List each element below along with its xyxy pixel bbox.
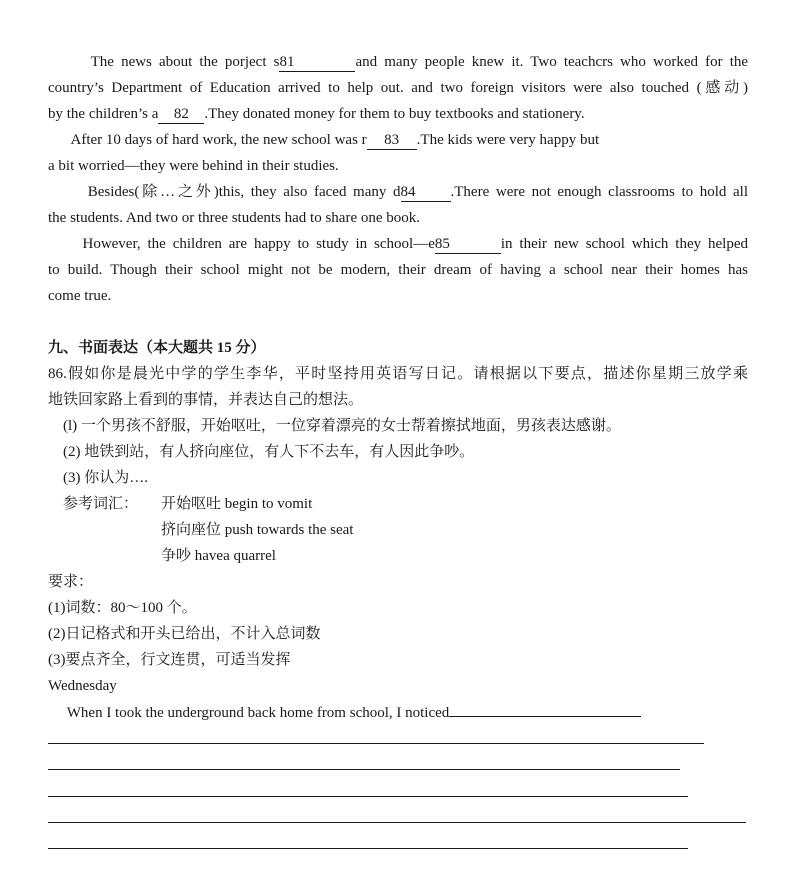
passage-text: in their new school which they helped	[500, 236, 749, 252]
passage-text: .They donated money for them to buy textbooks and stationery.	[204, 106, 585, 122]
vocab-item-3: 争吵 havea quarrel	[161, 548, 276, 564]
point-1: (l) 一个男孩不舒服，开始呕吐，一位穿着漂亮的女士帮着擦拭地面，男孩表达感谢。	[63, 418, 621, 434]
blank-85[interactable]: 85	[435, 236, 501, 254]
passage-text: The news about the porject s	[90, 54, 280, 70]
passage-text: .The kids were very happy but	[416, 132, 600, 148]
passage-text: After 10 days of hard work, the new school was r	[70, 132, 367, 148]
vocab-label: 参考词汇：	[63, 496, 139, 512]
passage-text: .There were not enough classrooms to hold all	[450, 184, 749, 200]
passage-line-10	[48, 286, 748, 306]
passage-line-9	[48, 260, 748, 280]
vocab-item-1: 开始呕吐 begin to vomit	[161, 496, 313, 512]
point-2: (2) 地铁到站，有人挤向座位，有人下不去车，有人因此争吵。	[63, 444, 475, 460]
passage-text: to build. Though their school might not be modern, their dream of having a school near their homes has	[48, 262, 748, 278]
blank-84[interactable]: 84	[401, 184, 451, 202]
diary-day: Wednesday	[48, 678, 117, 694]
passage-line-6	[48, 182, 748, 202]
requirements-label: 要求：	[48, 574, 94, 590]
blank-83[interactable]: 83	[367, 132, 417, 150]
requirement-3: (3)要点齐全，行文连贯，可适当发挥	[48, 652, 291, 668]
passage-text: by the children’s a	[48, 106, 159, 122]
vocab-item-2: 挤向座位 push towards the seat	[161, 522, 354, 538]
passage-line-7	[48, 208, 748, 228]
passage-text: Besides(除…之外)this, they also faced many d	[87, 184, 401, 200]
passage-text: and many people knew it. Two teachcrs who worked for the	[355, 54, 749, 70]
passage-line-1	[48, 52, 748, 72]
passage-text: a bit worried—they were behind in their studies.	[48, 158, 339, 174]
passage-text: come true.	[48, 288, 112, 304]
passage-line-3	[48, 104, 748, 124]
passage-line-5	[48, 156, 748, 176]
writing-line-4[interactable]	[48, 822, 746, 823]
requirement-1: (1)词数：80～100 个。	[48, 600, 197, 616]
passage-text: country’s Department of Education arrived to help out. and two foreign visitors were also touched (感动)	[48, 80, 748, 96]
diary-opening: When I took the underground back home from school, I noticed	[66, 705, 450, 721]
requirement-2: (2)日记格式和开头已给出，不计入总词数	[48, 626, 321, 642]
writing-line-5[interactable]	[48, 848, 688, 849]
point-3: (3) 你认为….	[63, 470, 148, 486]
passage-text: the students. And two or three students had to share one book.	[48, 210, 421, 226]
writing-line-2[interactable]	[48, 769, 680, 770]
writing-line-3[interactable]	[48, 796, 688, 797]
passage-line-4	[48, 130, 748, 150]
writing-line-1[interactable]	[48, 743, 704, 744]
blank-82[interactable]: 82	[158, 106, 204, 124]
passage-text: However, the children are happy to study in school—e	[82, 236, 435, 252]
diary-opening-line	[48, 702, 748, 723]
blank-81[interactable]: 81	[279, 54, 355, 72]
passage-line-8	[48, 234, 748, 254]
passage-line-2	[48, 78, 748, 98]
section-heading: 九、书面表达（本大题共 15 分）	[48, 340, 266, 356]
question-line-1: 86.假如你是晨光中学的学生李华，平时坚持用英语写日记。请根据以下要点，描述你星期三放学乘	[48, 366, 748, 382]
writing-blank-inline[interactable]	[449, 702, 641, 717]
question-line-2: 地铁回家路上看到的事情，并表达自己的想法。	[48, 392, 364, 408]
